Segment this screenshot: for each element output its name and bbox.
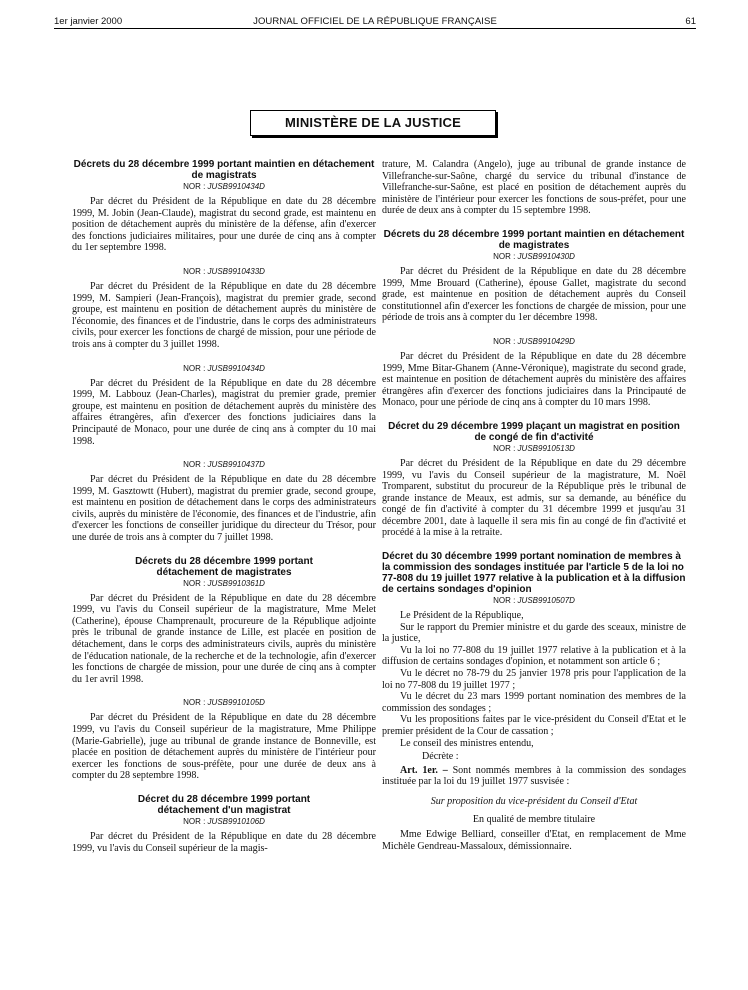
decree-paragraph: Par décret du Président de la République en date du 28 décembre 1999, vu l'avis du Conseil supérieur de la magis- (72, 830, 376, 854)
page-header (54, 10, 696, 26)
nor-reference: NOR : JUSB9910507D (493, 596, 575, 606)
section-title: Décrets du 28 décembre 1999 portant maintien en détachement de magistrats (73, 159, 375, 181)
decree-paragraph: Par décret du Président de la République en date du 29 décembre 1999, vu l'avis du Conseil supérieur de la magistrature, M. Noël Tromparent, substitut du procureur de la République près le tribunal de grande instance de Meaux, est admis, sur sa demande, au bénéfice du congé de fin d'activité à compter du 31 décembre 1999 et jusqu'au 31 décembre 2001, date à laquelle il sera mis fin au congé de fin d'activité et procédé à la mise à la retraite. (382, 457, 686, 539)
section-title: Décret du 29 décembre 1999 plaçant un magistrat en position de congé de fin d'activité (388, 420, 680, 443)
header-page-number: 61 (685, 16, 696, 27)
nor-reference: NOR : JUSB9910434D (183, 182, 265, 191)
article-1 (382, 765, 686, 788)
decree-line: Vu la loi no 77-808 du 19 juillet 1977 relative à la publication et à la diffusion de certains sondages d'opinion, et notamment son article 6 ; (382, 644, 686, 668)
ministry-heading: MINISTÈRE DE LA JUSTICE (250, 110, 496, 136)
decree-line: Vu les propositions faites par le vice-président du Conseil d'Etat et le premier président de la Cour de cassation ; (382, 714, 686, 737)
qualite-line: En qualité de membre titulaire (472, 813, 596, 825)
decree-paragraph: Par décret du Président de la République en date du 28 décembre 1999, vu l'avis du Conseil supérieur de la magistrature, Mme Melet (Catherine), épouse Champrenault, procureure de la République adjointe près le tribunal de grande instance de Lille, est placée en position de détachement, dans le corps des administrateurs civils, auprès du ministère de l'éducation nationale, de la recherche et de la technologie, afin d'exercer les fonctions de chargée de mission, pour une durée de cinq ans à compter du 1er avril 1998. (72, 592, 376, 685)
decree-line: Vu le décret no 78-79 du 25 janvier 1978 pris pour l'application de la loi no 77-808 du 19 juillet 1977 ; (382, 668, 686, 691)
decree-paragraph: Par décret du Président de la République en date du 28 décembre 1999, M. Sampieri (Jean-François), magistrat du premier grade, second groupe, est maintenu en position de détachement auprès du ministère de l'économie, des finances et de l'industrie, dans le corps des administrateurs civils, pour exercer les fonctions de chargé de mission, pour une période de trois ans à compter du 3 juillet 1998. (72, 280, 376, 350)
section-title: Décrets du 28 décembre 1999 portant détachement de magistrates (135, 555, 313, 578)
nor-reference: NOR : JUSB9910513D (493, 443, 575, 453)
nor-reference: NOR : JUSB9910429D (493, 336, 575, 346)
decree-paragraph: Par décret du Président de la République en date du 28 décembre 1999, Mme Brouard (Catherine), épouse Gallet, magistrate du second grade, est maintenue en position de détachement auprès du Conseil constitutionnel afin d'exercer les fonctions de chargée de mission, pour une période de trois ans à compter du 1er décembre 1998. (382, 265, 686, 324)
decree-paragraph: Par décret du Président de la République en date du 28 décembre 1999, M. Gasztowtt (Hubert), magistrat du premier grade, second groupe, est maintenu en position de détachement dans le corps des administrateurs civils, auprès du ministère de l'économie, des finances et de l'industrie, afin d'exercer les fonctions de conseiller juridique du directeur du Trésor, pour une durée de trois ans à compter du 7 juillet 1998. (72, 474, 376, 544)
decree-paragraph-continued: trature, M. Calandra (Angelo), juge au tribunal de grande instance de Villefranche-sur-Saône, chargé du service du tribunal d'instance de Villefranche-sur-Saône, est placé en position de détachement auprès du ministère de l'intérieur pour exercer les fonctions de sous-préfet, pour une durée de deux ans à compter du 15 septembre 1998. (382, 159, 686, 217)
decrete-line: Décrète : (422, 751, 459, 763)
section-title: Décret du 30 décembre 1999 portant nomination de membres à la commission des sondages instituée par l'article 5 de la loi no 77-808 du 19 juillet 1977 relative à la publication et à la diffusion de certains sondages d'opinion (382, 551, 686, 596)
article-label: Art. 1er. – (400, 764, 448, 776)
decree-line: Le conseil des ministres entendu, (400, 737, 534, 749)
decree-line: Le Président de la République, (400, 610, 524, 622)
nor-reference: NOR : JUSB9910433D (183, 266, 265, 276)
nor-reference: NOR : JUSB9910105D (183, 698, 265, 708)
decree-line: Sur le rapport du Premier ministre et du garde des sceaux, ministre de la justice, (382, 621, 686, 645)
decree-paragraph: Par décret du Président de la République en date du 28 décembre 1999, vu l'avis du Conseil supérieur de la magistrature, Mme Philippe (Marie-Gabrielle), juge au tribunal de grande instance de Bonneville, est placée en position de détachement auprès du ministère de l'intérieur pour exercer les fonctions de sous-préfète, pour une durée de deux ans à compter du 28 septembre 1998. (72, 712, 376, 782)
nor-reference: NOR : JUSB9910106D (183, 816, 265, 826)
section-title: Décret du 28 décembre 1999 portant détachement d'un magistrat (137, 793, 311, 816)
section-title: Décrets du 28 décembre 1999 portant maintien en détachement de magistrates (383, 228, 685, 251)
nomination-line: Mme Edwige Belliard, conseiller d'Etat, en remplacement de Mme Michèle Gendreau-Massaloux, démissionnaire. (382, 829, 686, 852)
decree-paragraph: Par décret du Président de la République en date du 28 décembre 1999, Mme Bitar-Ghanem (Anne-Véronique), magistrate du second grade, est maintenue en position de détachement auprès du ministère des affaires étrangères afin d'exercer des fonctions judiciaires dans la Principauté de Monaco, pour une période de cinq ans à compter du 10 mars 1998. (382, 350, 686, 409)
nor-reference: NOR : JUSB9910430D (493, 251, 575, 261)
decree-line: Vu le décret du 23 mars 1999 portant nomination des membres de la commission des sondages ; (382, 691, 686, 714)
nor-reference: NOR : JUSB9910434D (183, 363, 265, 373)
decree-paragraph: Par décret du Président de la République en date du 28 décembre 1999, M. Labbouz (Jean-Charles), magistrat du premier grade, premier groupe, est maintenu en position de détachement auprès du ministère des affaires étrangères, afin d'exercer des fonctions judiciaires dans la Principauté de Monaco, pour une durée de cinq ans à compter du 10 mai 1998. (72, 377, 376, 447)
header-date: 1er janvier 2000 (54, 16, 123, 27)
article-text: Sont nommés membres à la commission des sondages instituée par la loi du 19 juillet 1977 susvisée : (382, 764, 686, 788)
nor-reference: NOR : JUSB9910437D (183, 460, 265, 470)
left-column (72, 159, 376, 854)
header-title: JOURNAL OFFICIEL DE LA RÉPUBLIQUE FRANÇAISE (253, 16, 497, 27)
decree-paragraph: Par décret du Président de la République en date du 28 décembre 1999, M. Jobin (Jean-Claude), magistrat du second grade, est maintenu en position de détachement auprès du ministère de la défense, afin d'exercer des fonctions judiciaires militaires, pour une durée de cinq ans à compter du 1er septembre 1998. (72, 196, 376, 254)
header-rule (54, 28, 696, 29)
nor-reference: NOR : JUSB9910361D (183, 578, 265, 588)
right-column (382, 159, 686, 852)
proposition-line: Sur proposition du vice-président du Conseil d'Etat (430, 795, 638, 807)
